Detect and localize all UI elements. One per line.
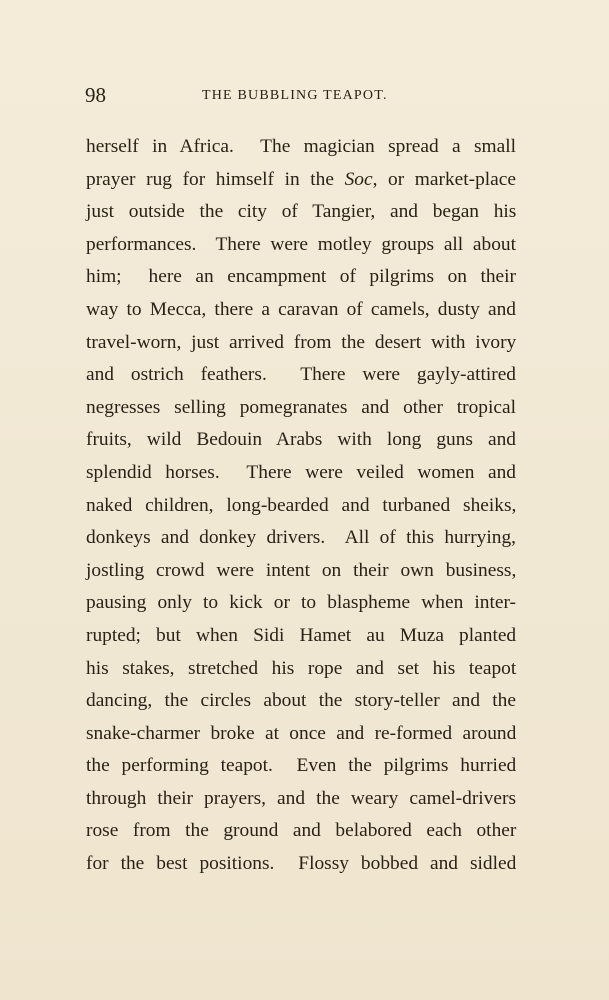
text-line [86,164,516,197]
text-line [86,261,516,294]
text-line [86,294,516,327]
italic-text-segment: Soc [344,168,373,190]
page-number: 98 [85,83,106,107]
text-segment: just outside the city of Tangier, and began his [86,201,517,223]
text-segment: him; here an encampment of pilgrims on their [86,266,516,288]
text-line [86,848,516,881]
text-segment: the performing teapot. Even the pilgrims hurried [86,755,517,777]
text-line [86,196,516,229]
text-line [86,131,516,164]
text-line [86,555,516,588]
text-line [86,783,516,816]
text-line [86,327,516,360]
text-line [86,490,516,523]
text-segment: donkeys and donkey drivers. All of this hurrying, [86,527,516,549]
text-segment: pausing only to kick or to blaspheme when inter- [86,592,516,614]
text-segment: jostling crowd were intent on their own business, [86,559,517,581]
text-segment: , or market-place [372,168,516,190]
text-segment: splendid horses. There were veiled women and [86,461,516,483]
text-segment: dancing, the circles about the story-teller and the [86,690,516,712]
text-line [86,522,516,555]
text-line [86,620,516,653]
text-segment: prayer rug for himself in the [86,168,345,190]
text-segment: way to Mecca, there a caravan of camels, dusty and [86,298,516,320]
text-segment: snake-charmer broke at once and re-formed around [86,722,517,744]
text-line [86,815,516,848]
text-line [86,457,516,490]
text-line [86,229,516,262]
text-segment: herself in Africa. The magician spread a small [86,136,517,157]
text-line [86,359,516,392]
text-line [86,718,516,751]
text-segment: travel-worn, just arrived from the desert with ivory [86,331,517,353]
text-line [86,653,516,686]
text-line [86,587,516,620]
text-line [86,392,516,425]
text-line [86,685,516,718]
text-segment: through their prayers, and the weary camel-drivers [86,787,516,809]
text-segment: his stakes, stretched his rope and set his teapot [86,657,517,679]
running-head: THE BUBBLING TEAPOT. [202,88,388,103]
text-segment: rupted; but when Sidi Hamet au Muza planted [86,624,517,646]
text-segment: performances. There were motley groups all about [86,233,516,255]
text-line [86,424,516,457]
text-line [86,750,516,783]
text-segment: and ostrich feathers. There were gayly-attired [86,364,516,386]
text-segment: naked children, long-bearded and turbaned sheiks, [86,494,517,516]
body-text [86,131,516,881]
text-segment: rose from the ground and belabored each other [86,820,517,842]
text-segment: for the best positions. Flossy bobbed and sidled [86,853,517,875]
text-segment: negresses selling pomegranates and other tropical [86,396,516,418]
text-segment: fruits, wild Bedouin Arabs with long guns and [86,429,516,451]
